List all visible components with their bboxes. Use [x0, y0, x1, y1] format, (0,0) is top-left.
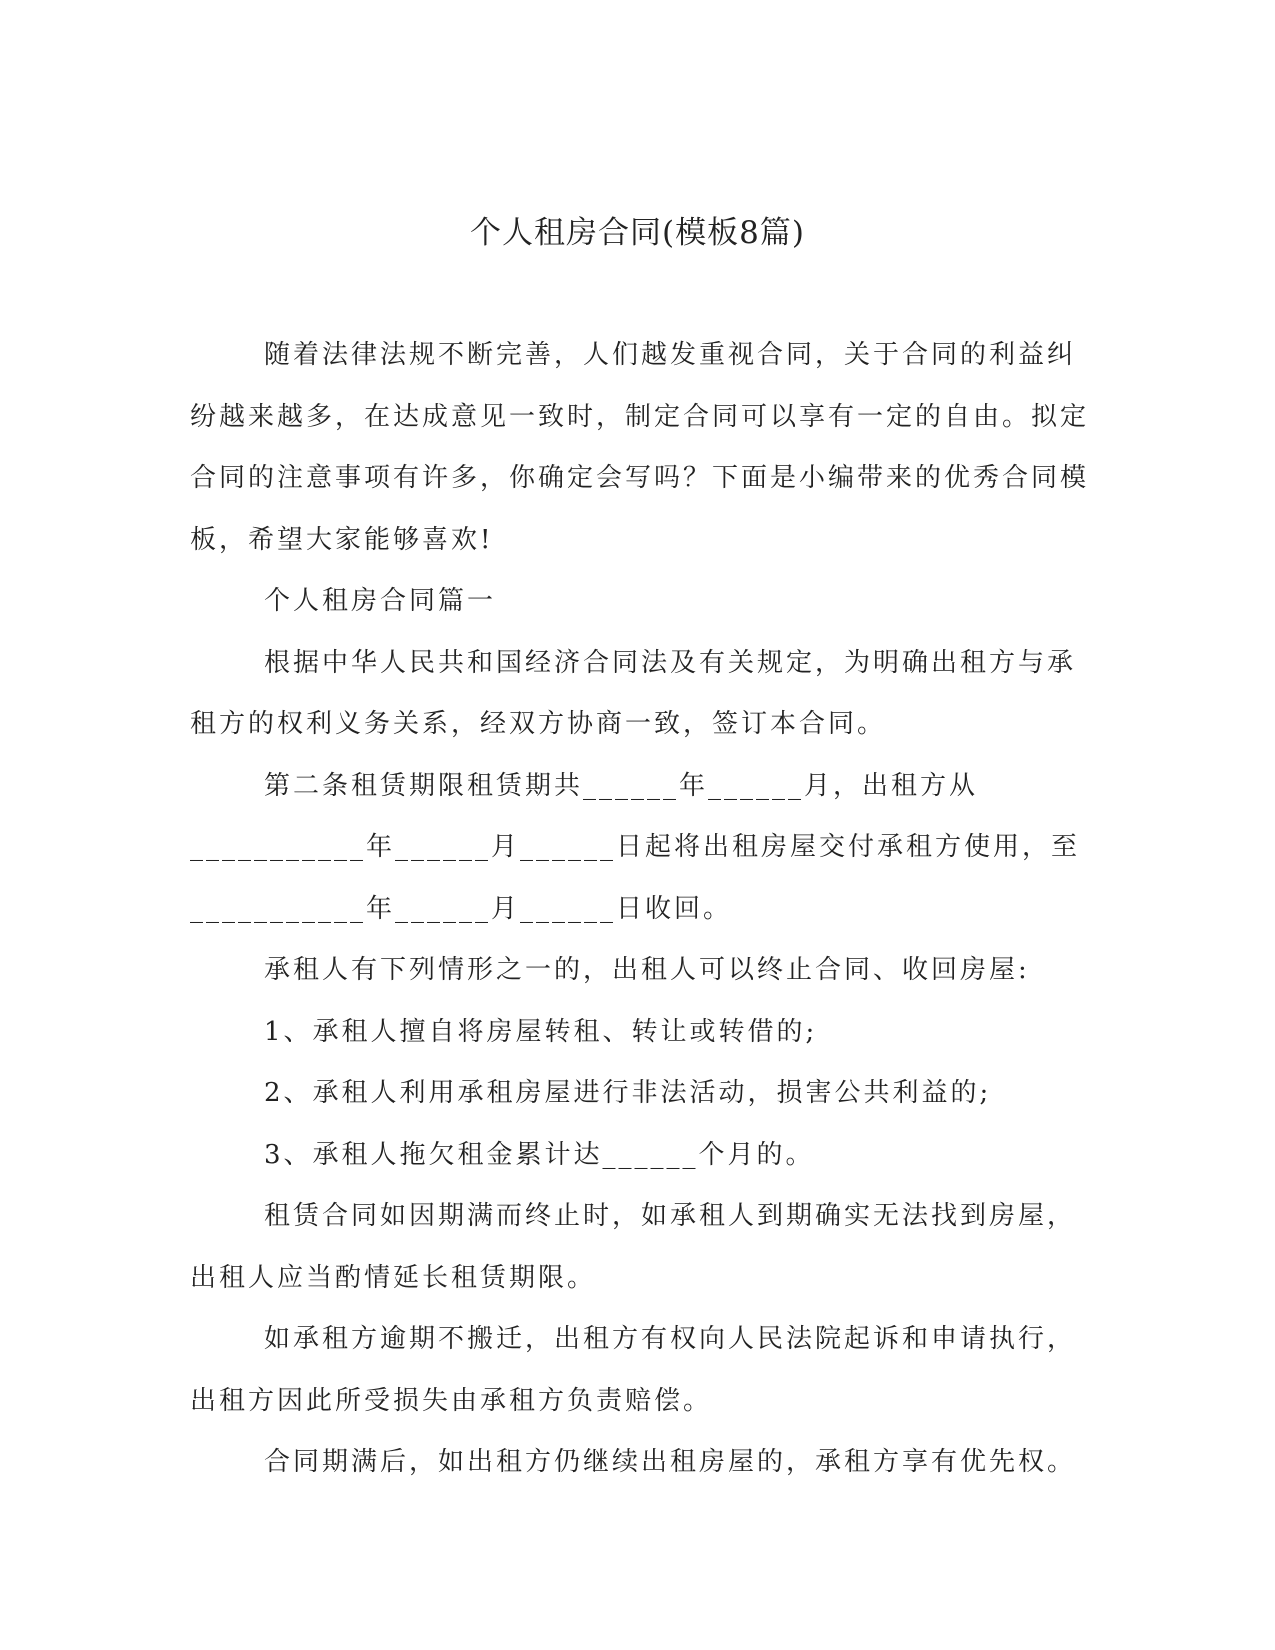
contract-preamble: 根据中华人民共和国经济合同法及有关规定，为明确出租方与承租方的权利义务关系，经双方协商一致，签订本合同。 — [190, 647, 1077, 739]
document-title: 个人租房合同(模板8篇) — [470, 215, 805, 251]
intro-paragraph: 随着法律法规不断完善，人们越发重视合同，关于合同的利益纠纷越来越多，在达成意见一致时，制定合同可以享有一定的自由。拟定合同的注意事项有许多，你确定会写吗？下面是小编带来的优秀合同模板，希望大家能够喜欢! — [190, 340, 1090, 555]
condition-item-1: 1、承租人擅自将房屋转租、转让或转借的; — [264, 1016, 818, 1047]
termination-conditions: 承租人有下列情形之一的，出租人可以终止合同、收回房屋: — [264, 955, 1030, 985]
section-heading: 个人租房合同篇一 — [264, 586, 497, 616]
lease-term-clause: 第二条租赁期限租赁期共______年______月，出租方从___________年______月______日起将出租房屋交付承租方使用，至___________年______月______日收回。 — [190, 770, 1081, 924]
priority-clause: 合同期满后，如出租方仍继续出租房屋的，承租方享有优先权。 — [264, 1447, 1077, 1477]
overdue-clause: 如承租方逾期不搬迁，出租方有权向人民法院起诉和申请执行，出租方因此所受损失由承租方负责赔偿。 — [190, 1324, 1077, 1416]
extension-clause: 租赁合同如因期满而终止时，如承租人到期确实无法找到房屋，出租人应当酌情延长租赁期限。 — [190, 1201, 1077, 1293]
condition-item-2: 2、承租人利用承租房屋进行非法活动，损害公共利益的; — [264, 1078, 992, 1108]
condition-item-3: 3、承租人拖欠租金累计达______个月的。 — [264, 1139, 815, 1170]
document-body — [190, 325, 1090, 1494]
